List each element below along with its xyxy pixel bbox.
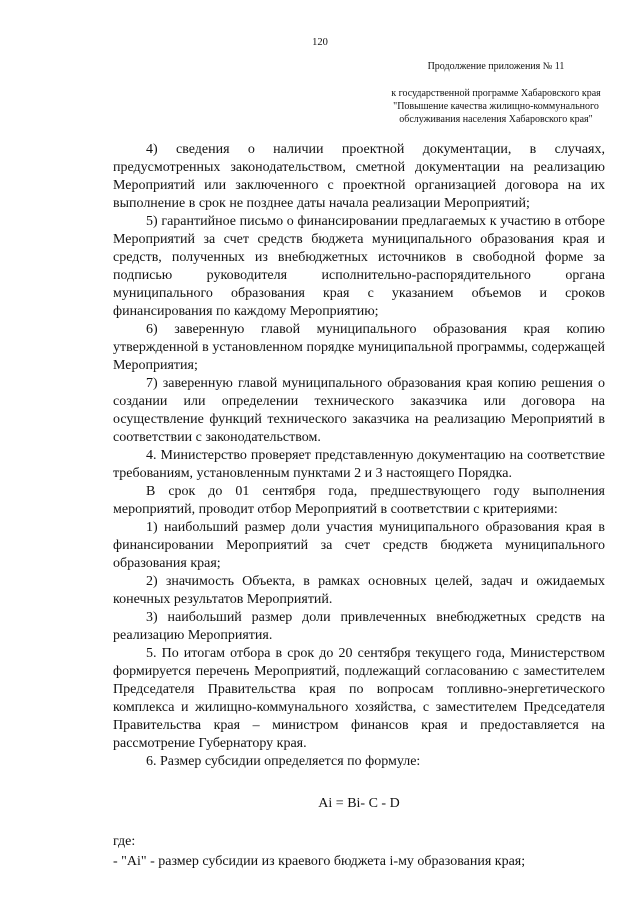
- paragraph: В срок до 01 сентября года, предшествующего году выполнения мероприятий, проводит отбор Мероприятий в соответствии с критериями:: [113, 484, 605, 517]
- paragraph: 5. По итогам отбора в срок до 20 сентября текущего года, Министерством формируется перечень Мероприятий, подлежащий согласованию с заместителем Председателя Правительства края по вопросам топливно-энергетического комплекса и жилищно-коммунального хозяйства, с заместителем Председателя Правительства края – министром финансов края и предоставляется на рассмотрение Губернатору края.: [113, 646, 605, 751]
- paragraph: 6) заверенную главой муниципального образования края копию утвержденной в установленном порядке муниципальной программы, содержащей Мероприятия;: [113, 322, 605, 373]
- appendix-title: Продолжение приложения № 11: [427, 61, 565, 72]
- paragraph: 3) наибольший размер доли привлеченных внебюджетных средств на реализацию Мероприятия.: [113, 610, 605, 643]
- formula: Ai = Bi- C - D: [318, 796, 400, 811]
- paragraph: 4) сведения о наличии проектной документации, в случаях, предусмотренных законодательством, сметной документации на реализацию Мероприятий или заключенного с проектной организацией договора на их выполнение в срок не позднее даты начала реализации Мероприятий;: [113, 142, 605, 211]
- page-number: 120: [312, 37, 328, 48]
- paragraph: 7) заверенную главой муниципального образования края копию решения о создании или определении технического заказчика или договора на осуществление функций технического заказчика на реализацию Мероприятий в соответствии с законодательством.: [113, 376, 605, 445]
- definition: - "Ai" - размер субсидии из краевого бюджета i-му образования края;: [113, 854, 526, 869]
- paragraph: 2) значимость Объекта, в рамках основных целей, задач и ожидаемых конечных результатов Мероприятий.: [113, 574, 605, 607]
- paragraph: 4. Министерство проверяет представленную документацию на соответствие требованиям, установленным пунктами 2 и 3 настоящего Порядка.: [113, 448, 605, 481]
- where-label: где:: [113, 834, 136, 849]
- paragraph: 5) гарантийное письмо о финансировании предлагаемых к участию в отборе Мероприятий за счет средств бюджета муниципального образования края и средств, полученных из внебюджетных источников в свободной форме за подписью руководителя исполнительно-распорядительного органа муниципального образования края с указанием объемов и сроков финансирования по каждому Мероприятию;: [113, 214, 605, 319]
- paragraph: 6. Размер субсидии определяется по формуле:: [146, 754, 421, 769]
- appendix-subtitle: к государственной программе Хабаровского края "Повышение качества жилищно-коммунального обслуживания населения Хабаровского края": [391, 88, 601, 125]
- paragraph: 1) наибольший размер доли участия муниципального образования края в финансировании Мероприятий за счет средств бюджета муниципального образования края;: [113, 520, 605, 571]
- document-body: [113, 141, 605, 871]
